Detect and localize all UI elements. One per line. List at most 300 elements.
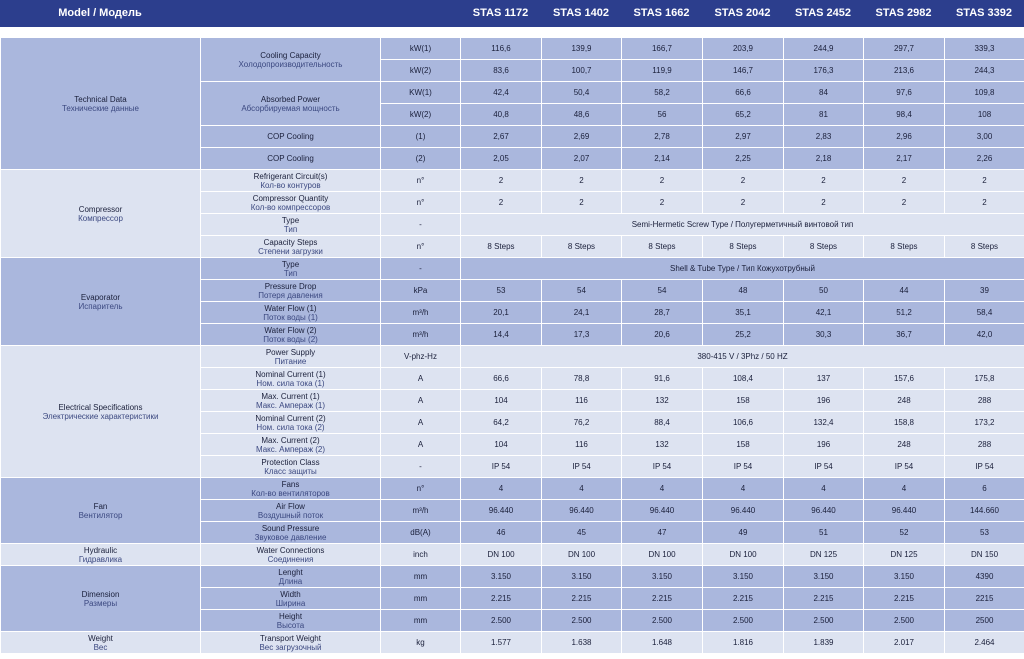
value-cell: 58,4: [945, 302, 1024, 324]
value-cell: 158,8: [864, 412, 945, 434]
value-cell: 76,2: [542, 412, 622, 434]
value-cell: 2.500: [864, 610, 945, 632]
value-cell: 83,6: [461, 60, 542, 82]
value-cell: 20,1: [461, 302, 542, 324]
value-cell: 42,0: [945, 324, 1024, 346]
value-cell: 2: [622, 192, 703, 214]
value-cell: 66,6: [703, 82, 784, 104]
value-cell: 51,2: [864, 302, 945, 324]
unit-cell: A: [381, 368, 461, 390]
section-cell: [1, 170, 201, 258]
parameter-name: Transport Weight: [260, 633, 321, 643]
unit-cell: kg: [381, 632, 461, 654]
value-cell: 2: [461, 170, 542, 192]
value-cell: 339,3: [945, 38, 1024, 60]
value-cell: 56: [622, 104, 703, 126]
value-cell: 51: [784, 522, 864, 544]
parameter-cell: [201, 390, 381, 412]
parameter-name: Air Flow: [276, 501, 305, 511]
parameter-cell: [201, 192, 381, 214]
value-cell: 2,05: [461, 148, 542, 170]
value-cell: 8 Steps: [864, 236, 945, 258]
value-cell: 297,7: [864, 38, 945, 60]
parameter-cell: [201, 566, 381, 588]
value-cell: 2.500: [461, 610, 542, 632]
table-row: [1, 566, 1024, 588]
section-name: Fan: [93, 501, 108, 511]
value-cell: 58,2: [622, 82, 703, 104]
table-row: [1, 38, 1024, 60]
parameter-name: Max. Current (2): [261, 435, 320, 445]
value-cell: 88,4: [622, 412, 703, 434]
parameter-name: Capacity Steps: [263, 237, 318, 247]
value-cell: 25,2: [703, 324, 784, 346]
parameter-cell: [201, 500, 381, 522]
parameter-name-ru: Поток воды (2): [263, 334, 318, 344]
spanning-value-cell: Semi-Hermetic Screw Type / Полугерметичный винтовой тип: [461, 214, 1024, 236]
value-cell: 166,7: [622, 38, 703, 60]
parameter-name: Pressure Drop: [264, 281, 317, 291]
parameter-name-ru: Кол-во вентиляторов: [251, 488, 330, 498]
value-cell: 2.464: [945, 632, 1024, 654]
parameter-cell: [201, 148, 381, 170]
parameter-cell: [201, 522, 381, 544]
value-cell: 54: [542, 280, 622, 302]
value-cell: 36,7: [864, 324, 945, 346]
value-cell: 4: [542, 478, 622, 500]
parameter-name-ru: Ном. сила тока (2): [256, 422, 325, 432]
section-name: Dimension: [81, 589, 120, 599]
value-cell: IP 54: [864, 456, 945, 478]
parameter-name: Type: [281, 215, 300, 225]
unit-cell: n°: [381, 170, 461, 192]
unit-cell: n°: [381, 236, 461, 258]
parameter-name: Absorbed Power: [260, 94, 321, 104]
value-cell: 2.500: [622, 610, 703, 632]
parameter-cell: [201, 302, 381, 324]
parameter-name-ru: Класс защиты: [264, 466, 317, 476]
value-cell: 2.215: [542, 588, 622, 610]
value-cell: 4: [864, 478, 945, 500]
value-cell: 2.500: [703, 610, 784, 632]
value-cell: 2: [703, 170, 784, 192]
section-name: Evaporator: [80, 292, 121, 302]
value-cell: 244,3: [945, 60, 1024, 82]
value-cell: 3.150: [542, 566, 622, 588]
value-cell: 17,3: [542, 324, 622, 346]
value-cell: 248: [864, 390, 945, 412]
table-row: [1, 632, 1024, 654]
unit-cell: m³/h: [381, 302, 461, 324]
model-header: STAS 2042: [714, 7, 771, 19]
value-cell: 47: [622, 522, 703, 544]
parameter-name: Max. Current (1): [261, 391, 320, 401]
parameter-cell: [201, 346, 381, 368]
model-header: STAS 2982: [875, 7, 932, 19]
unit-cell: kW(2): [381, 104, 461, 126]
value-cell: 3.150: [784, 566, 864, 588]
unit-cell: dB(A): [381, 522, 461, 544]
value-cell: 2,18: [784, 148, 864, 170]
parameter-name: Lenght: [278, 567, 303, 577]
value-cell: 2: [542, 170, 622, 192]
value-cell: IP 54: [784, 456, 864, 478]
parameter-name-ru: Макс. Ампераж (2): [255, 444, 326, 454]
parameter-name: Water Connections: [256, 545, 325, 555]
value-cell: 2: [864, 170, 945, 192]
value-cell: 288: [945, 390, 1024, 412]
unit-cell: KW(1): [381, 82, 461, 104]
section-cell: [1, 566, 201, 632]
value-cell: 2,67: [461, 126, 542, 148]
parameter-cell: [201, 214, 381, 236]
parameter-name-ru: Ширина: [275, 598, 306, 608]
section-cell: [1, 258, 201, 346]
unit-cell: m³/h: [381, 500, 461, 522]
value-cell: DN 150: [945, 544, 1024, 566]
table-row: [1, 544, 1024, 566]
model-header: STAS 2452: [794, 7, 852, 19]
spec-table: [0, 37, 1024, 654]
section-cell: [1, 544, 201, 566]
value-cell: 116: [542, 434, 622, 456]
value-cell: 35,1: [703, 302, 784, 324]
value-cell: 106,6: [703, 412, 784, 434]
value-cell: 3,00: [945, 126, 1024, 148]
spanning-value-cell: 380-415 V / 3Phz / 50 HZ: [461, 346, 1024, 368]
value-cell: 14,4: [461, 324, 542, 346]
value-cell: 2,97: [703, 126, 784, 148]
value-cell: 2,69: [542, 126, 622, 148]
value-cell: 196: [784, 390, 864, 412]
unit-cell: A: [381, 390, 461, 412]
value-cell: 48: [703, 280, 784, 302]
value-cell: 2.500: [784, 610, 864, 632]
value-cell: 2.017: [864, 632, 945, 654]
value-cell: 8 Steps: [542, 236, 622, 258]
value-cell: 100,7: [542, 60, 622, 82]
parameter-cell: [201, 82, 381, 126]
value-cell: 1.816: [703, 632, 784, 654]
value-cell: DN 125: [864, 544, 945, 566]
value-cell: 1.648: [622, 632, 703, 654]
value-cell: IP 54: [461, 456, 542, 478]
parameter-cell: [201, 258, 381, 280]
value-cell: 53: [461, 280, 542, 302]
section-cell: [1, 478, 201, 544]
value-cell: 8 Steps: [703, 236, 784, 258]
parameter-cell: [201, 632, 381, 654]
parameter-name-ru: Воздушный поток: [257, 510, 324, 520]
value-cell: 66,6: [461, 368, 542, 390]
parameter-name-ru: Кол-во компрессоров: [250, 202, 331, 212]
parameter-name-ru: Звуковое давление: [254, 532, 327, 542]
table-header: [0, 0, 1024, 27]
value-cell: 173,2: [945, 412, 1024, 434]
model-header: STAS 1402: [552, 7, 610, 19]
section-name-ru: Вентилятор: [78, 510, 123, 520]
value-cell: IP 54: [622, 456, 703, 478]
value-cell: 50,4: [542, 82, 622, 104]
value-cell: 45: [542, 522, 622, 544]
value-cell: 116,6: [461, 38, 542, 60]
value-cell: 54: [622, 280, 703, 302]
parameter-cell: [201, 280, 381, 302]
value-cell: 96.440: [784, 500, 864, 522]
value-cell: 104: [461, 434, 542, 456]
section-name-ru: Размеры: [83, 598, 118, 608]
value-cell: 20,6: [622, 324, 703, 346]
parameter-name-ru: Вес загрузочный: [259, 642, 322, 652]
value-cell: 137: [784, 368, 864, 390]
section-name-ru: Испаритель: [78, 301, 123, 311]
value-cell: DN 100: [622, 544, 703, 566]
value-cell: 108,4: [703, 368, 784, 390]
value-cell: 24,1: [542, 302, 622, 324]
section-name-ru: Электрические характеристики: [42, 411, 159, 421]
section-name: Compressor: [78, 204, 123, 214]
unit-cell: kW(1): [381, 38, 461, 60]
value-cell: 2.500: [542, 610, 622, 632]
value-cell: 2: [784, 192, 864, 214]
parameter-cell: [201, 478, 381, 500]
parameter-name: Refrigerant Circuit(s): [253, 171, 328, 181]
parameter-name-ru: Высота: [276, 620, 305, 630]
value-cell: 144.660: [945, 500, 1024, 522]
value-cell: 2,78: [622, 126, 703, 148]
value-cell: DN 100: [542, 544, 622, 566]
parameter-cell: [201, 324, 381, 346]
value-cell: 213,6: [864, 60, 945, 82]
parameter-name: Width: [280, 589, 301, 599]
value-cell: 2: [622, 170, 703, 192]
value-cell: 2: [542, 192, 622, 214]
value-cell: 64,2: [461, 412, 542, 434]
value-cell: 84: [784, 82, 864, 104]
unit-cell: A: [381, 434, 461, 456]
value-cell: 2.215: [784, 588, 864, 610]
value-cell: 8 Steps: [461, 236, 542, 258]
value-cell: 96.440: [864, 500, 945, 522]
parameter-name: Nominal Current (2): [255, 413, 326, 423]
section-cell: [1, 632, 201, 654]
value-cell: 96.440: [461, 500, 542, 522]
parameter-name: Compressor Quantity: [252, 193, 329, 203]
value-cell: 2.215: [622, 588, 703, 610]
value-cell: 96.440: [542, 500, 622, 522]
parameter-cell: [201, 544, 381, 566]
section-name: Hydraulic: [83, 545, 118, 555]
model-header: STAS 1172: [472, 7, 529, 19]
model-header: STAS 3392: [955, 7, 1013, 19]
value-cell: 175,8: [945, 368, 1024, 390]
unit-cell: A: [381, 412, 461, 434]
value-cell: 50: [784, 280, 864, 302]
parameter-name: Water Flow (1): [264, 303, 317, 313]
value-cell: 2,26: [945, 148, 1024, 170]
value-cell: 2,25: [703, 148, 784, 170]
unit-cell: -: [381, 258, 461, 280]
parameter-name: COP Cooling: [267, 132, 314, 141]
value-cell: IP 54: [542, 456, 622, 478]
section-name-ru: Гидравлика: [78, 554, 123, 564]
unit-cell: mm: [381, 610, 461, 632]
parameter-cell: [201, 126, 381, 148]
value-cell: 2: [461, 192, 542, 214]
header-gap: [0, 27, 1024, 37]
value-cell: 4: [703, 478, 784, 500]
section-name: Electrical Specifications: [58, 402, 143, 412]
value-cell: 248: [864, 434, 945, 456]
parameter-name-ru: Ном. сила тока (1): [256, 378, 325, 388]
value-cell: 4390: [945, 566, 1024, 588]
value-cell: 46: [461, 522, 542, 544]
table-row: [1, 170, 1024, 192]
value-cell: 176,3: [784, 60, 864, 82]
parameter-name: Cooling Capacity: [260, 50, 321, 60]
table-row: [1, 478, 1024, 500]
value-cell: 4: [784, 478, 864, 500]
value-cell: 2: [864, 192, 945, 214]
value-cell: 48,6: [542, 104, 622, 126]
parameter-name-ru: Потеря давления: [258, 290, 323, 300]
parameter-name: Height: [278, 611, 303, 621]
parameter-name-ru: Макс. Ампераж (1): [255, 400, 326, 410]
value-cell: 146,7: [703, 60, 784, 82]
value-cell: 8 Steps: [784, 236, 864, 258]
value-cell: 3.150: [864, 566, 945, 588]
unit-cell: m³/h: [381, 324, 461, 346]
value-cell: 2: [945, 192, 1024, 214]
section-cell: [1, 346, 201, 478]
unit-cell: kW(2): [381, 60, 461, 82]
parameter-name: Protection Class: [261, 457, 320, 467]
parameter-cell: [201, 368, 381, 390]
value-cell: 2215: [945, 588, 1024, 610]
parameter-name-ru: Тип: [283, 224, 298, 234]
value-cell: 3.150: [461, 566, 542, 588]
value-cell: 4: [622, 478, 703, 500]
value-cell: 157,6: [864, 368, 945, 390]
value-cell: 91,6: [622, 368, 703, 390]
parameter-name-ru: Кол-во контуров: [260, 180, 321, 190]
parameter-name-ru: Степени загрузки: [258, 246, 323, 256]
unit-cell: n°: [381, 478, 461, 500]
value-cell: 96.440: [703, 500, 784, 522]
value-cell: 2,17: [864, 148, 945, 170]
unit-cell: V-phz-Hz: [381, 346, 461, 368]
value-cell: 104: [461, 390, 542, 412]
value-cell: 2,96: [864, 126, 945, 148]
value-cell: 97,6: [864, 82, 945, 104]
section-name-ru: Компрессор: [78, 213, 123, 223]
model-header: STAS 1662: [633, 7, 690, 19]
value-cell: 196: [784, 434, 864, 456]
parameter-name-ru: Тип: [283, 268, 298, 278]
unit-cell: kPa: [381, 280, 461, 302]
value-cell: 8 Steps: [622, 236, 703, 258]
value-cell: 30,3: [784, 324, 864, 346]
value-cell: IP 54: [703, 456, 784, 478]
value-cell: 119,9: [622, 60, 703, 82]
parameter-name: Water Flow (2): [264, 325, 317, 335]
value-cell: 2: [784, 170, 864, 192]
parameter-name-ru: Питание: [274, 356, 307, 366]
parameter-cell: [201, 38, 381, 82]
parameter-name: Fans: [281, 479, 300, 489]
value-cell: 96.440: [622, 500, 703, 522]
unit-cell: inch: [381, 544, 461, 566]
value-cell: 3.150: [622, 566, 703, 588]
parameter-name: Power Supply: [265, 347, 316, 357]
value-cell: 2.215: [461, 588, 542, 610]
value-cell: 1.638: [542, 632, 622, 654]
value-cell: 288: [945, 434, 1024, 456]
value-cell: 2500: [945, 610, 1024, 632]
section-name: Technical Data: [74, 94, 127, 104]
parameter-name-ru: Длина: [278, 576, 303, 586]
parameter-cell: [201, 588, 381, 610]
value-cell: 2: [703, 192, 784, 214]
value-cell: 2,14: [622, 148, 703, 170]
model-label: Model / Модель: [58, 7, 142, 19]
parameter-name-ru: Холодопроизводительность: [238, 59, 343, 69]
value-cell: IP 54: [945, 456, 1024, 478]
value-cell: 1.577: [461, 632, 542, 654]
table-row: [1, 346, 1024, 368]
section-name-ru: Технические данные: [61, 103, 139, 113]
value-cell: 116: [542, 390, 622, 412]
unit-cell: -: [381, 214, 461, 236]
value-cell: 139,9: [542, 38, 622, 60]
value-cell: DN 100: [703, 544, 784, 566]
parameter-cell: [201, 456, 381, 478]
value-cell: 132: [622, 434, 703, 456]
value-cell: 132,4: [784, 412, 864, 434]
value-cell: 2.215: [703, 588, 784, 610]
value-cell: 81: [784, 104, 864, 126]
value-cell: 158: [703, 434, 784, 456]
section-name: Weight: [88, 633, 113, 643]
value-cell: 49: [703, 522, 784, 544]
parameter-name-ru: Абсорбируемая мощность: [241, 103, 340, 113]
value-cell: 203,9: [703, 38, 784, 60]
value-cell: 52: [864, 522, 945, 544]
section-name-ru: Вес: [93, 642, 108, 652]
parameter-name-ru: Соединения: [267, 554, 314, 564]
table-row: [1, 258, 1024, 280]
value-cell: 2.215: [864, 588, 945, 610]
value-cell: 158: [703, 390, 784, 412]
parameter-cell: [201, 610, 381, 632]
value-cell: 65,2: [703, 104, 784, 126]
parameter-name-ru: Поток воды (1): [263, 312, 318, 322]
parameter-name: Type: [281, 259, 300, 269]
value-cell: 2,07: [542, 148, 622, 170]
unit-cell: (1): [381, 126, 461, 148]
value-cell: 109,8: [945, 82, 1024, 104]
value-cell: 3.150: [703, 566, 784, 588]
unit-cell: n°: [381, 192, 461, 214]
value-cell: 1.839: [784, 632, 864, 654]
unit-cell: mm: [381, 588, 461, 610]
value-cell: 132: [622, 390, 703, 412]
section-cell: [1, 38, 201, 170]
value-cell: 44: [864, 280, 945, 302]
unit-cell: -: [381, 456, 461, 478]
value-cell: 39: [945, 280, 1024, 302]
value-cell: 78,8: [542, 368, 622, 390]
